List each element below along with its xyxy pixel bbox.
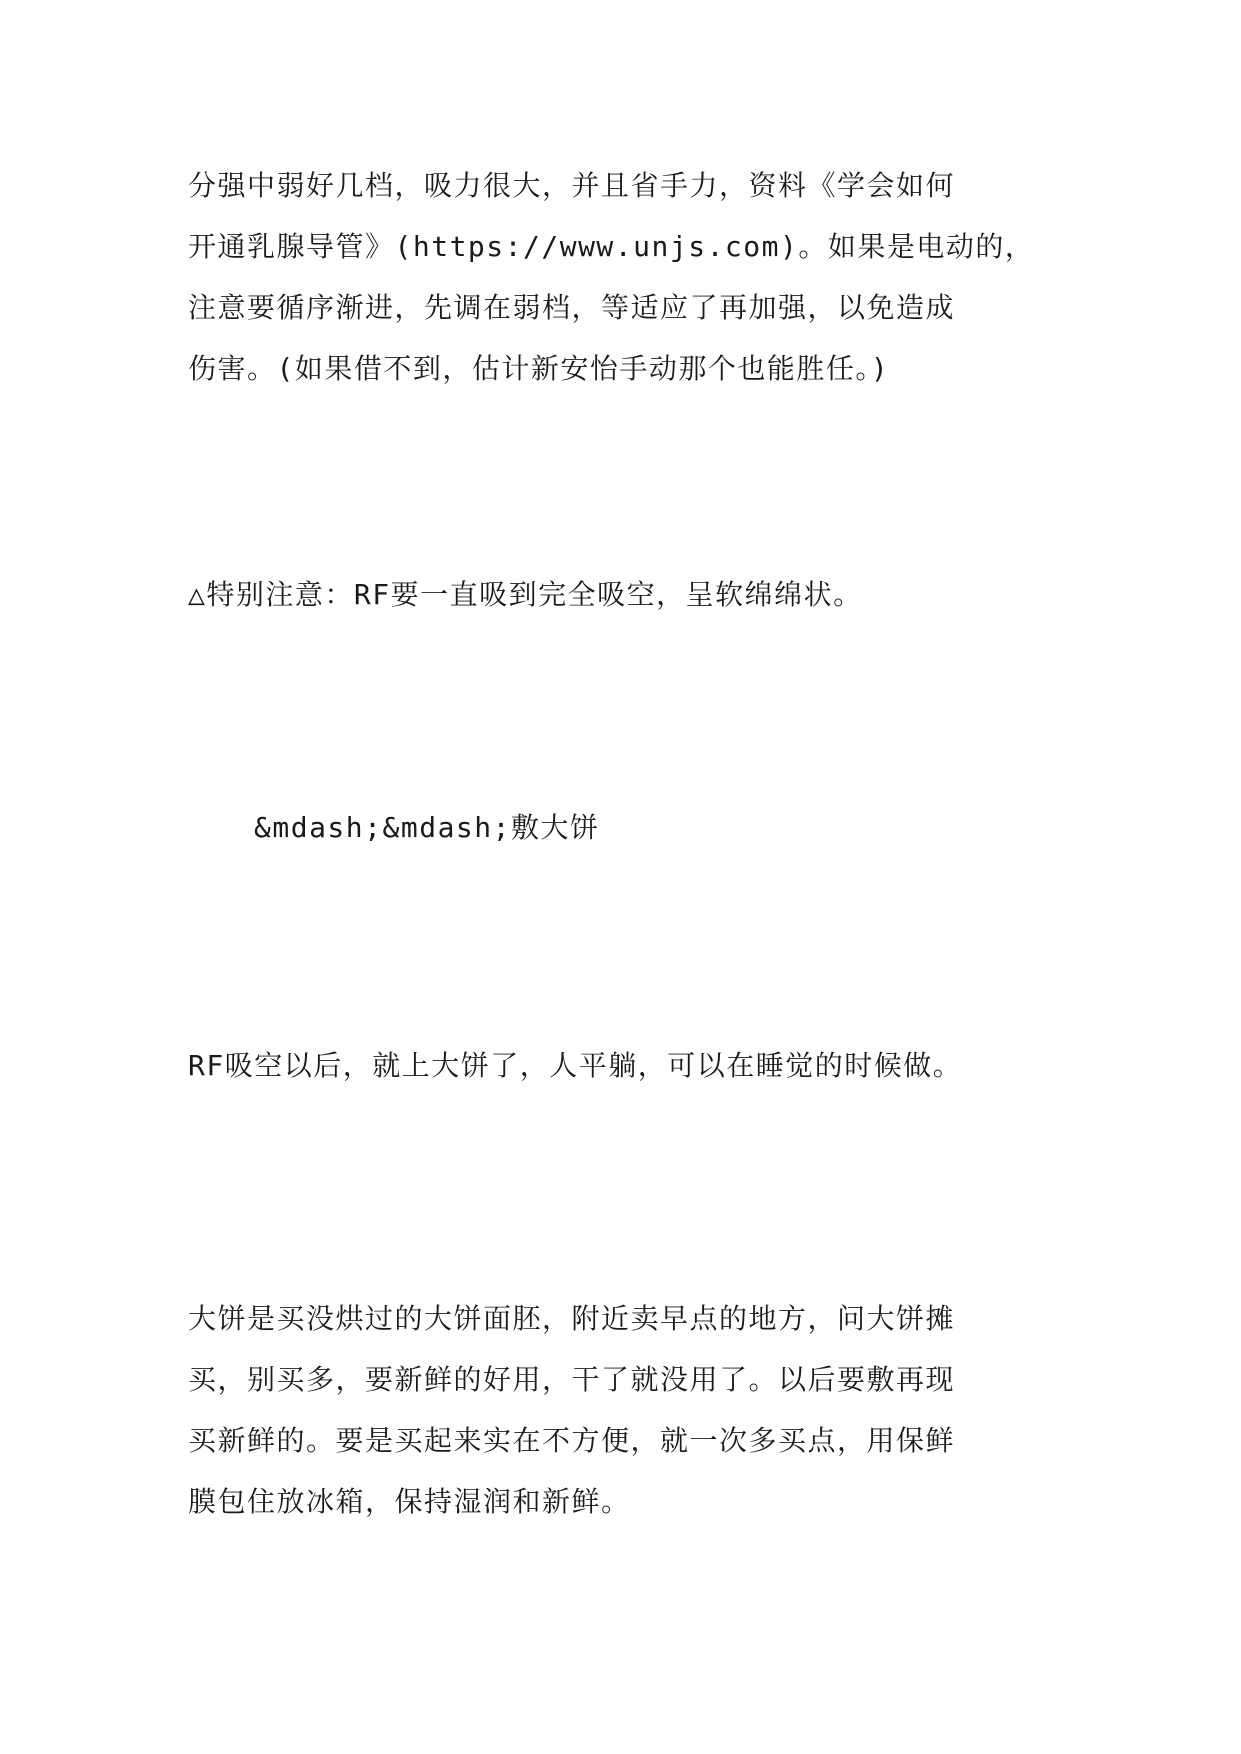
heading-text: &mdash;&mdash;敷大饼 bbox=[254, 811, 600, 844]
paragraph-after-pumping bbox=[188, 1035, 1068, 1096]
paragraph-line: 伤害。(如果借不到，估计新安怡手动那个也能胜任。) bbox=[188, 352, 890, 385]
paragraph-line: 大饼是买没烘过的大饼面胚，附近卖早点的地方，问大饼摊 bbox=[188, 1302, 956, 1335]
paragraph-breast-pump bbox=[188, 155, 1068, 399]
section-heading bbox=[254, 797, 1134, 858]
paragraph-line: RF吸空以后，就上大饼了，人平躺，可以在睡觉的时候做。 bbox=[188, 1049, 963, 1082]
paragraph-line: 买新鲜的。要是买起来实在不方便，就一次多买点，用保鲜 bbox=[188, 1424, 956, 1457]
paragraph-line: 分强中弱好几档，吸力很大，并且省手力，资料《学会如何 bbox=[188, 169, 956, 202]
paragraph-special-note bbox=[188, 564, 1068, 625]
paragraph-line: 注意要循序渐进，先调在弱档，等适应了再加强，以免造成 bbox=[188, 291, 956, 324]
paragraph-line: △特别注意：RF要一直吸到完全吸空，呈软绵绵状。 bbox=[188, 578, 863, 611]
paragraph-line: 膜包住放冰箱，保持湿润和新鲜。 bbox=[188, 1485, 631, 1518]
paragraph-line: 开通乳腺导管》(https://www.unjs.com)。如果是电动的， bbox=[188, 230, 1035, 263]
paragraph-line: 买，别买多，要新鲜的好用，干了就没用了。以后要敷再现 bbox=[188, 1363, 956, 1396]
paragraph-dough-instructions bbox=[188, 1288, 1068, 1532]
